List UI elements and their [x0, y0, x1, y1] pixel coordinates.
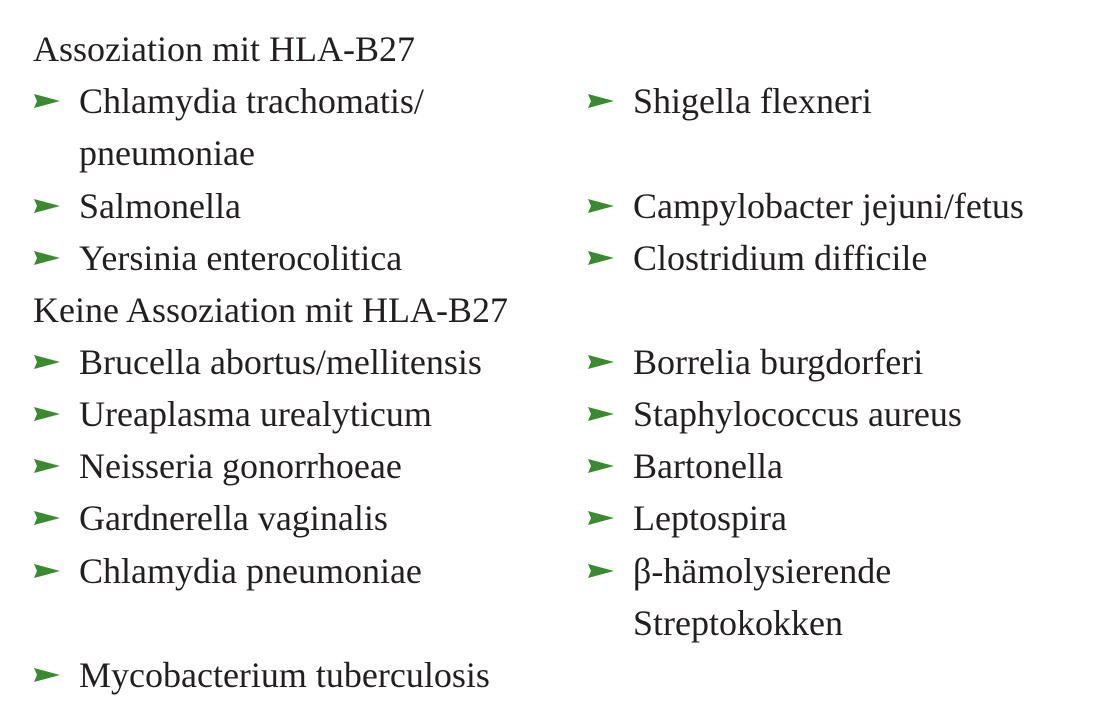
arrow-bullet-icon	[34, 564, 60, 578]
arrow-bullet-icon	[588, 511, 614, 525]
list-item-label: Neisseria gonorrhoeae	[79, 446, 402, 486]
list-item-label: pneumoniae	[79, 133, 255, 173]
arrow-bullet-icon	[588, 459, 614, 473]
arrow-bullet-icon	[588, 251, 614, 265]
list-item-label: Staphylococcus aureus	[633, 394, 962, 434]
list-item-label: Chlamydia pneumoniae	[79, 551, 422, 591]
arrow-bullet-icon	[588, 564, 614, 578]
list-item-label: Chlamydia trachomatis/	[79, 81, 424, 121]
arrow-bullet-icon	[588, 199, 614, 213]
list-item-label: Streptokokken	[633, 603, 843, 643]
list-item-label: Borrelia burgdorferi	[633, 342, 924, 382]
arrow-bullet-icon	[34, 511, 60, 525]
list-item-label: Yersinia enterocolitica	[79, 238, 403, 278]
list-item-label: Brucella abortus/mellitensis	[79, 342, 482, 382]
list-item-label: Gardnerella vaginalis	[79, 498, 388, 538]
section-heading-hla-b27-association: Assoziation mit HLA-B27	[33, 29, 415, 69]
arrow-bullet-icon	[588, 407, 614, 421]
list-item-label: Mycobacterium tuberculosis	[79, 655, 490, 695]
list-item-label: Ureaplasma urealyticum	[79, 394, 432, 434]
arrow-bullet-icon	[34, 251, 60, 265]
arrow-bullet-icon	[34, 94, 60, 108]
arrow-bullet-icon	[588, 355, 614, 369]
arrow-bullet-icon	[34, 407, 60, 421]
list-item-label: Clostridium difficile	[633, 238, 928, 278]
section-heading-no-hla-b27-association: Keine Assoziation mit HLA-B27	[33, 290, 508, 330]
arrow-bullet-icon	[588, 94, 614, 108]
arrow-bullet-icon	[34, 355, 60, 369]
list-item-label: Shigella flexneri	[633, 81, 872, 121]
arrow-bullet-icon	[34, 199, 60, 213]
list-item-label: Leptospira	[633, 498, 787, 538]
arrow-bullet-icon	[34, 459, 60, 473]
list-item-label: Salmonella	[79, 186, 241, 226]
arrow-bullet-icon	[34, 668, 60, 682]
list-item-label: Campylobacter jejuni/fetus	[633, 186, 1024, 226]
list-item-label: Bartonella	[633, 446, 783, 486]
list-item-label: β-hämolysierende	[633, 551, 892, 591]
